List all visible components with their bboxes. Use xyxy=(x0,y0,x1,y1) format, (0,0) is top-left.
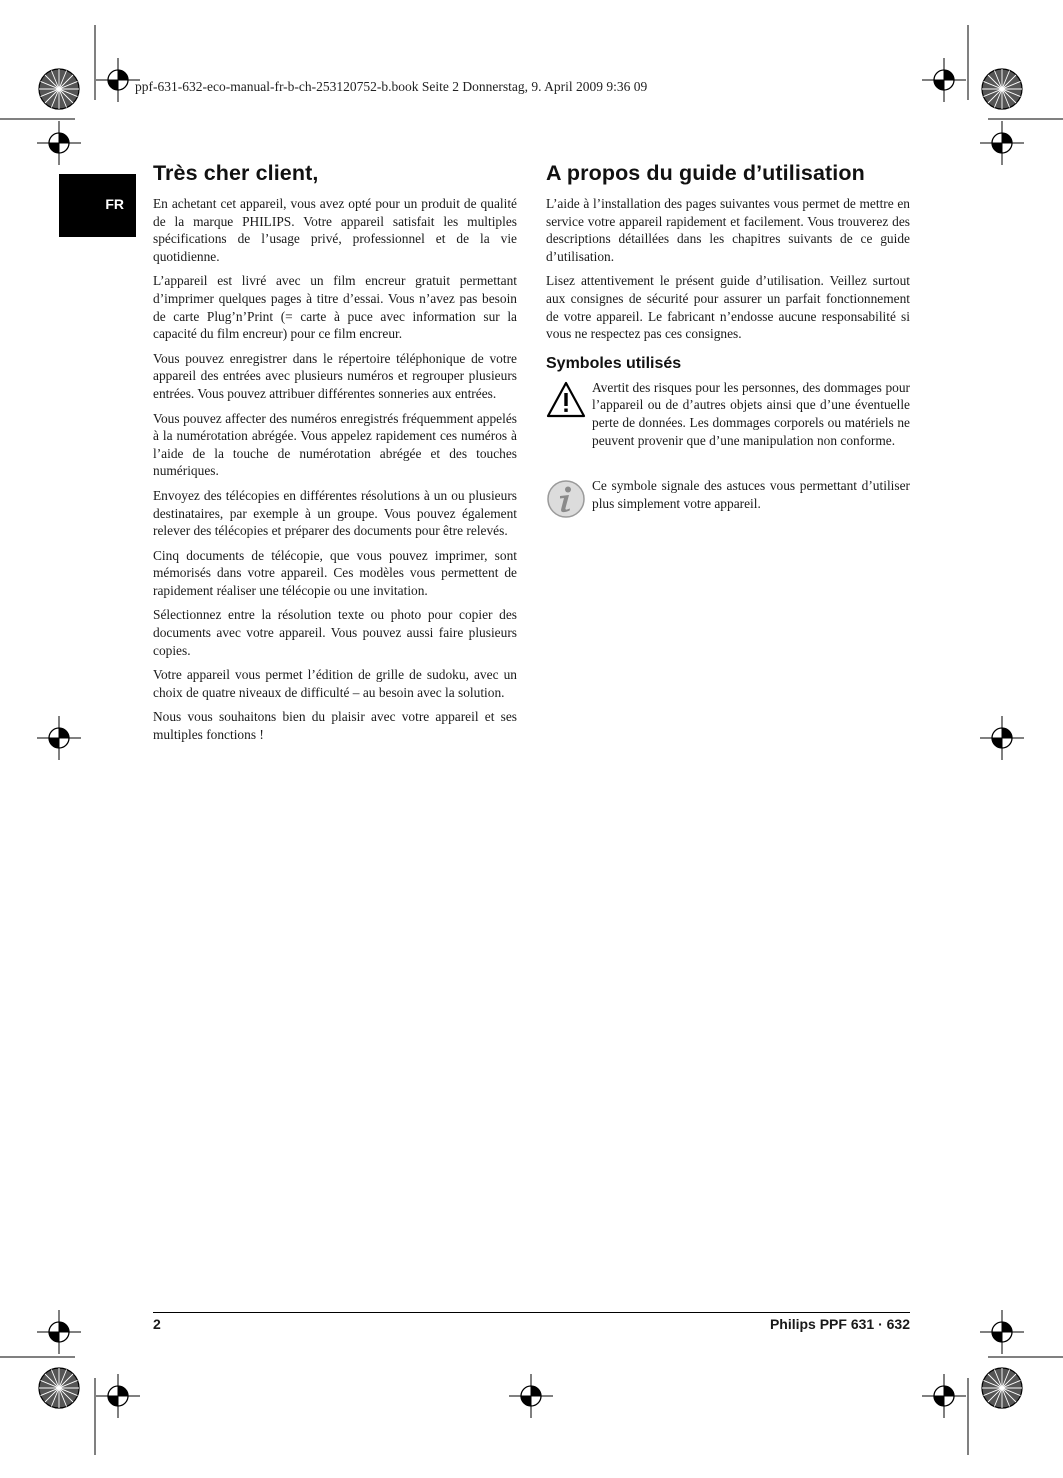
symbol-info-text: Ce symbole signale des astuces vous permettant d’utiliser plus simplement votre appareil. xyxy=(592,478,910,511)
symbol-warning-row xyxy=(546,379,910,449)
paragraph: En achetant cet appareil, vous avez opté pour un produit de qualité de la marque PHILIPS. Votre appareil satisfait les multiples spécifications de l’usage privé, professionnel et de la vie quotidienne. xyxy=(153,196,517,264)
product-name: Philips PPF 631 · 632 xyxy=(769,1316,910,1332)
info-icon xyxy=(546,479,586,519)
symbol-warning-text: Avertit des risques pour les personnes, des dommages pour l’appareil ou de d’autres objets ainsi que d’une éventuelle perte de données. Les dommages corporels ou matériels ne peuvent provenir que d’une manipulation non conforme. xyxy=(592,379,910,448)
paragraph: Votre appareil vous permet l’édition de grille de sudoku, avec un choix de quatre niveaux de difficulté – au besoin avec la solution. xyxy=(153,667,517,700)
paragraph: Lisez attentivement le présent guide d’utilisation. Veillez surtout aux consignes de sécurité pour assurer un parfait fonctionnement de votre appareil. Le fabricant n’endosse aucune responsabilité si vous ne respectez pas ces consignes. xyxy=(546,273,910,342)
footer-rule xyxy=(153,1312,910,1313)
warning-triangle-icon xyxy=(546,381,586,419)
paragraph: Vous pouvez affecter des numéros enregistrés fréquemment appelés à la numérotation abrégée. Vous appelez rapidement ces numéros à l’aide de la touche de numérotation abrégée et des touches numériques. xyxy=(153,410,517,479)
paragraph: Envoyez des télécopies en différentes résolutions à un ou plusieurs destinataires, par exemple à un groupe. Vous pouvez également relever des télécopies et préparer des documents pour être relevés. xyxy=(153,487,517,539)
paragraph: Nous vous souhaitons bien du plaisir avec votre appareil et ses multiples fonctions ! xyxy=(153,709,517,743)
paragraph: L’appareil est livré avec un film encreur gratuit permettant d’imprimer quelques pages à titre d’essai. Vous n’avez pas besoin de carte Plug’n’Print (= carte à puce avec information sur la capacité du film encreur) pour ce film encreur. xyxy=(153,273,517,342)
paragraph: Vous pouvez enregistrer dans le répertoire téléphonique de votre appareil des entrées avec plusieurs numéros et regrouper plusieurs entrées. Vous pouvez attribuer différentes sonneries aux entrées. xyxy=(153,350,517,401)
language-tab xyxy=(59,174,136,237)
language-tab-label: FR xyxy=(105,196,124,212)
page-number: 2 xyxy=(153,1316,161,1332)
paragraph: Sélectionnez entre la résolution texte ou photo pour copier des documents avec votre appareil. Vous pouvez aussi faire plusieurs copies. xyxy=(153,607,517,658)
symbol-info-row xyxy=(546,477,910,524)
paragraph: Cinq documents de télécopie, que vous pouvez imprimer, sont mémorisés dans votre appareil. Ces modèles vous permettent de rapidement réaliser une télécopie ou une invitation. xyxy=(153,547,517,598)
right-title: A propos du guide d’utilisation xyxy=(546,161,865,185)
paragraph: L’aide à l’installation des pages suivantes vous permet de mettre en service votre appareil rapidement et facilement. Vous trouverez des descriptions détaillées dans les chapitres suivants de ce guide d’utilisation. xyxy=(546,196,910,264)
file-info-header: ppf-631-632-eco-manual-fr-b-ch-253120752-b.book Seite 2 Donnerstag, 9. April 2009 9:36 09 xyxy=(135,79,648,94)
symbols-heading: Symboles utilisés xyxy=(546,354,682,372)
left-column xyxy=(153,161,517,751)
left-title: Très cher client, xyxy=(153,161,319,185)
right-column xyxy=(546,161,910,552)
